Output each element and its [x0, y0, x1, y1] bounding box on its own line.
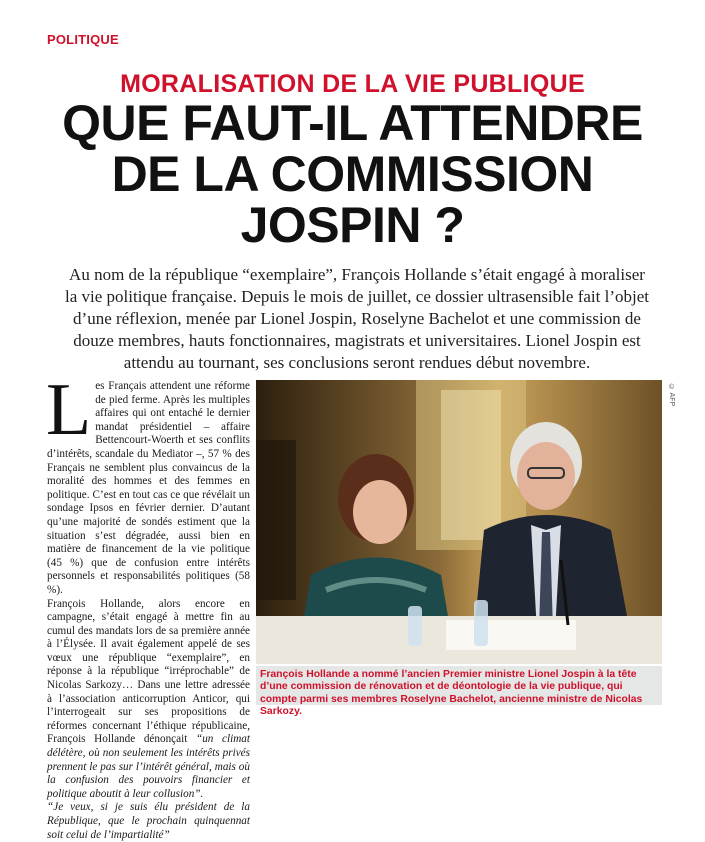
headline-line-3: JOSPIN ?	[240, 197, 465, 253]
article-quote-1: “un climat délétère, où non seulement les intérêts privés prennent le pas sur l’intérêt général, mais où la confusion des pouvoirs financier et politique aboutit à leur collusion”.	[47, 733, 251, 800]
photo-caption: François Hollande a nommé l’ancien Premier ministre Lionel Jospin à la tête d’une commission de rénovation et de déontologie de la vie publique, qui compte parmi ses membres Roselyne Bachelot, ancienne ministre de Nicolas Sarkozy.	[256, 666, 662, 705]
headline-line-1: QUE FAUT-IL ATTENDRE	[62, 95, 643, 151]
section-label: POLITIQUE	[47, 32, 119, 47]
man-face	[517, 442, 575, 510]
article-quote-2: “Je veux, si je suis élu président de la République, que le prochain quinquennat soit celui de l’impartialité”	[47, 801, 250, 841]
kicker: MORALISATION DE LA VIE PUBLIQUE	[120, 70, 585, 98]
headline	[0, 95, 705, 253]
intro-paragraph: Au nom de la république “exemplaire”, François Hollande s’était engagé à moraliser la vie politique française. Depuis le mois de juillet, ce dossier ultrasensible fait l’objet d’une réflexion, menée par Lionel Jospin, Roselyne Bachelot et une commission de douze membres, hauts fonctionnaires, magistrats et universitaires. Lionel Jospin est attendu au tournant, ses conclusions seront rendues début novembre.	[65, 265, 649, 372]
woman-face	[353, 480, 407, 544]
papers	[446, 620, 576, 650]
article-paragraph-2	[47, 598, 250, 802]
door-left	[256, 440, 296, 600]
headline-line-2: DE LA COMMISSION	[111, 146, 594, 202]
photo-illustration	[256, 380, 662, 664]
article-paragraph-2-text: François Hollande, alors encore en campagne, s’était engagé à mettre fin au cumul des mandats lors de sa première année à l’Élysée. Il avait également appelé de ses vœux une république “exemplaire”, en réponse à la république “irréprochable” de Nicolas Sarkozy… Dans une lettre adressée à l’association anticorruption Anticor, qui l’interrogeait sur ses propositions de réformes concernant l’éthique républicaine, François Hollande dénonçait	[47, 597, 250, 746]
window-pane	[441, 390, 501, 540]
photo-credit: © AFP	[668, 384, 675, 407]
water-bottle-2	[474, 600, 488, 646]
news-photo	[256, 380, 662, 664]
article-paragraph-1: es Français attendent une réforme de pied ferme. Après les multiples affaires qui ont entaché le dernier mandat présidentiel – affaire Bettencourt-Woerth et ses conflits d’intérêts, scandale du Mediator –, 57 % des Français ne semblent plus convaincus de la moralité des hommes et des femmes en politique. C’est en tout cas ce que révélait un sondage Ipsos en février dernier. D’autant qu’une majorité de sondés estiment que la situation s’est dégradée, aussi bien en matière de financement de la vie politique (45 %) que de confusion entre intérêts personnels et responsabilités politiques (58 %).	[47, 380, 250, 596]
drop-cap: L	[46, 369, 92, 451]
article-paragraph-3	[47, 801, 250, 842]
article-body	[46, 369, 251, 841]
water-bottle-1	[408, 606, 422, 646]
